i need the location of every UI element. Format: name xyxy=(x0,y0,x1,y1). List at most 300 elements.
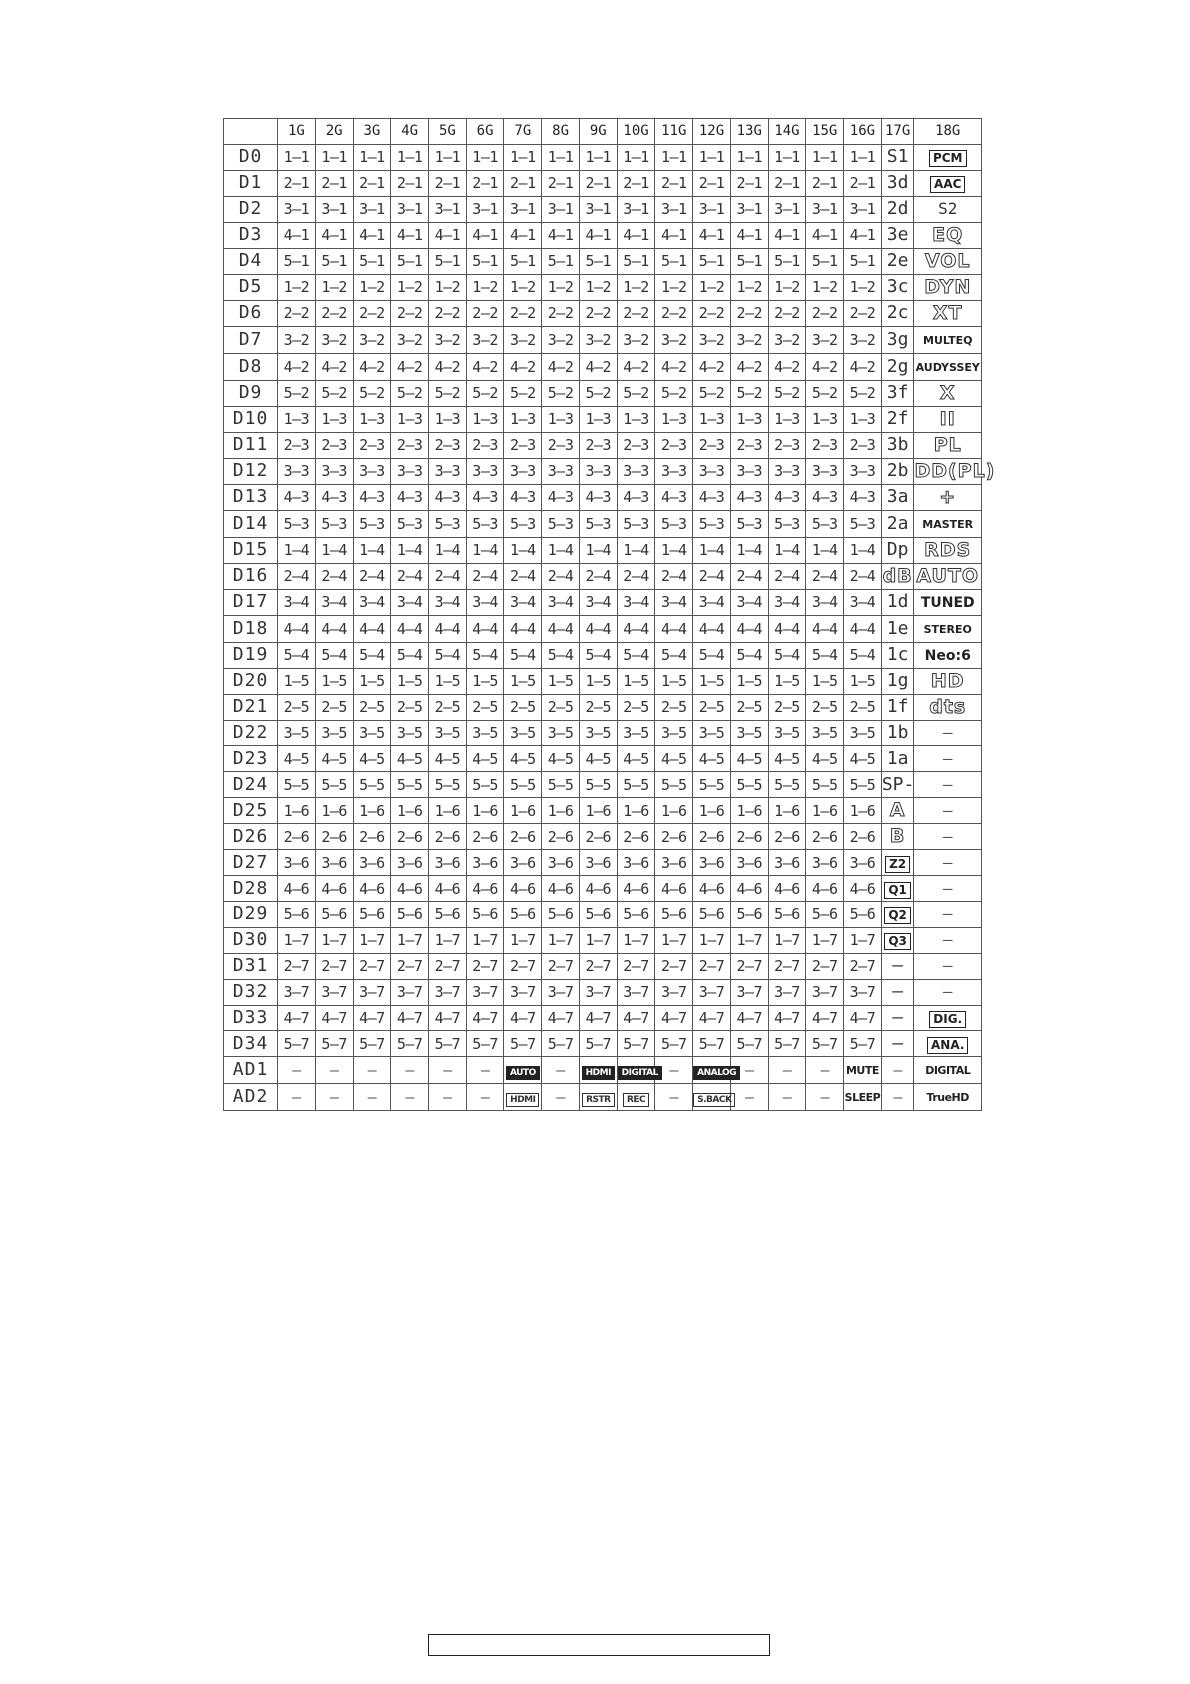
segment-cell: 2–4 xyxy=(542,563,580,589)
segment-cell: 2–2 xyxy=(768,300,806,326)
segment-cell: 4–1 xyxy=(504,222,542,248)
segment-17g-cell: 1f xyxy=(881,694,914,720)
segment-cell: 3–3 xyxy=(579,458,617,484)
segment-cell: 2–2 xyxy=(278,300,316,326)
annunciator-empty: – xyxy=(367,1088,377,1107)
segment-cell: 1–3 xyxy=(844,406,882,432)
annunciator-empty: – xyxy=(893,1088,902,1107)
table-row xyxy=(224,274,982,300)
annunciator-empty: – xyxy=(292,1088,301,1107)
segment-cell: 1–1 xyxy=(579,144,617,170)
column-header: 8G xyxy=(542,119,580,145)
table-row xyxy=(224,772,982,798)
segment-cell: 4–5 xyxy=(504,746,542,772)
annunciator-cell xyxy=(844,1057,882,1084)
segment-cell: 5–1 xyxy=(353,248,391,274)
segment-cell: 5–6 xyxy=(806,902,844,928)
segment-17g-cell xyxy=(881,824,914,850)
segment-cell: 4–6 xyxy=(315,876,353,902)
segment-cell: 4–6 xyxy=(542,876,580,902)
annunciator-cell xyxy=(617,1084,655,1111)
segment-cell: 4–1 xyxy=(768,222,806,248)
segment-cell: 2–4 xyxy=(353,563,391,589)
annunciator-empty: – xyxy=(556,1061,565,1080)
segment-cell: 4–3 xyxy=(617,484,655,510)
indicator-cell xyxy=(914,196,982,222)
segment-cell: 3–3 xyxy=(768,458,806,484)
segment-cell: 4–5 xyxy=(806,746,844,772)
segment-cell: 3–5 xyxy=(466,720,504,746)
segment-cell: 3–2 xyxy=(655,326,693,353)
segment-cell: 5–4 xyxy=(844,642,882,668)
table-row xyxy=(224,510,982,537)
column-header: 13G xyxy=(730,119,768,145)
segment-cell: 1–6 xyxy=(542,798,580,824)
segment-cell: 2–4 xyxy=(391,563,429,589)
row-label: D14 xyxy=(224,510,278,537)
segment-cell: 1–6 xyxy=(806,798,844,824)
segment-cell: 5–5 xyxy=(768,772,806,798)
segment-cell: 5–4 xyxy=(617,642,655,668)
segment-cell: 4–7 xyxy=(429,1005,467,1031)
segment-cell: 1–4 xyxy=(655,537,693,563)
segment-cell: 5–2 xyxy=(768,380,806,406)
column-header: 5G xyxy=(429,119,467,145)
segment-cell: 3–5 xyxy=(353,720,391,746)
segment-cell: 2–6 xyxy=(730,824,768,850)
segment-cell: 4–4 xyxy=(579,615,617,642)
segment-cell: 5–1 xyxy=(617,248,655,274)
segment-cell: 2–3 xyxy=(768,432,806,458)
segment-cell: 2–5 xyxy=(504,694,542,720)
segment-cell: 4–3 xyxy=(542,484,580,510)
segment-cell: 1–2 xyxy=(655,274,693,300)
indicator-cell xyxy=(914,170,982,196)
segment-cell: 1–5 xyxy=(768,668,806,694)
segment-cell: 2–6 xyxy=(617,824,655,850)
indicator-symbol: ANA. xyxy=(927,1037,968,1054)
segment-cell: 2–5 xyxy=(768,694,806,720)
segment-cell: 1–1 xyxy=(617,144,655,170)
segment-cell: 5–3 xyxy=(844,510,882,537)
indicator-cell xyxy=(914,380,982,406)
segment-cell: 3–7 xyxy=(617,979,655,1005)
segment-cell: 3–7 xyxy=(730,979,768,1005)
segment-cell: 2–3 xyxy=(391,432,429,458)
indicator-symbol: II xyxy=(939,407,956,430)
annunciator-cell xyxy=(504,1057,542,1084)
segment-cell: 3–3 xyxy=(315,458,353,484)
segment-cell: 1–6 xyxy=(429,798,467,824)
table-row xyxy=(224,1057,982,1084)
segment-cell: 4–2 xyxy=(353,353,391,380)
segment-cell: 1–4 xyxy=(693,537,731,563)
segment-cell: 1–5 xyxy=(542,668,580,694)
segment-cell: 4–3 xyxy=(466,484,504,510)
segment-cell: 3–5 xyxy=(391,720,429,746)
segment-cell: 2–4 xyxy=(504,563,542,589)
segment-cell: 4–4 xyxy=(768,615,806,642)
segment-cell: 1–2 xyxy=(391,274,429,300)
segment-cell: 1–4 xyxy=(617,537,655,563)
segment-cell: 1–2 xyxy=(278,274,316,300)
indicator-symbol: MULTEQ xyxy=(923,333,973,347)
segment-cell: 4–7 xyxy=(542,1005,580,1031)
annunciator-cell xyxy=(914,1084,982,1111)
segment-cell: 2–1 xyxy=(353,170,391,196)
segment-cell: 3–7 xyxy=(353,979,391,1005)
segment-cell: 3–7 xyxy=(655,979,693,1005)
column-header: 18G xyxy=(914,119,982,145)
annunciator-symbol: MUTE xyxy=(845,1064,879,1078)
segment-cell: 3–5 xyxy=(278,720,316,746)
segment-cell: 4–3 xyxy=(730,484,768,510)
segment-cell: 3–1 xyxy=(353,196,391,222)
segment-cell: 2–2 xyxy=(806,300,844,326)
segment-cell: 3–4 xyxy=(768,589,806,615)
segment-cell: 1–5 xyxy=(353,668,391,694)
segment-cell: 4–2 xyxy=(617,353,655,380)
segment-cell: 4–7 xyxy=(768,1005,806,1031)
segment-cell: 5–2 xyxy=(542,380,580,406)
table-row xyxy=(224,537,982,563)
segment-cell: 2–2 xyxy=(504,300,542,326)
segment-cell: 1–3 xyxy=(693,406,731,432)
segment-cell: 5–2 xyxy=(655,380,693,406)
segment-cell: 3–1 xyxy=(844,196,882,222)
annunciator-symbol: HDMI xyxy=(582,1066,615,1080)
segment-cell: 1–6 xyxy=(617,798,655,824)
indicator-cell xyxy=(914,615,982,642)
annunciator-cell xyxy=(881,1057,914,1084)
segment-cell: 5–5 xyxy=(429,772,467,798)
segment-cell: 2–4 xyxy=(429,563,467,589)
segment-cell: 5–1 xyxy=(693,248,731,274)
segment-cell: 1–4 xyxy=(844,537,882,563)
segment-cell: 1–4 xyxy=(579,537,617,563)
segment-cell: 4–6 xyxy=(278,876,316,902)
segment-17g-cell xyxy=(881,850,914,876)
segment-cell: 5–4 xyxy=(655,642,693,668)
indicator-cell xyxy=(914,902,982,928)
segment-cell: 5–2 xyxy=(579,380,617,406)
row-label: D5 xyxy=(224,274,278,300)
segment-17g-cell xyxy=(881,927,914,953)
segment-cell: 5–7 xyxy=(391,1031,429,1057)
segment-cell: 2–6 xyxy=(655,824,693,850)
indicator-cell xyxy=(914,927,982,953)
segment-cell: 5–7 xyxy=(617,1031,655,1057)
column-header: 7G xyxy=(504,119,542,145)
row-label: D28 xyxy=(224,876,278,902)
row-label: D1 xyxy=(224,170,278,196)
segment-cell: 4–2 xyxy=(466,353,504,380)
segment-cell: 3–2 xyxy=(693,326,731,353)
table-row xyxy=(224,642,982,668)
segment-cell: 5–4 xyxy=(429,642,467,668)
segment-cell: 4–5 xyxy=(655,746,693,772)
table-row xyxy=(224,953,982,979)
indicator-cell xyxy=(914,772,982,798)
segment-cell: 4–4 xyxy=(806,615,844,642)
segment-cell: 5–4 xyxy=(353,642,391,668)
indicator-cell xyxy=(914,406,982,432)
segment-cell: 1–3 xyxy=(730,406,768,432)
segment-cell: 2–6 xyxy=(768,824,806,850)
segment-cell: 4–4 xyxy=(315,615,353,642)
segment-cell: 1–5 xyxy=(391,668,429,694)
annunciator-empty: – xyxy=(556,1088,565,1107)
segment-cell: 4–7 xyxy=(617,1005,655,1031)
indicator-symbol: PL xyxy=(933,433,962,456)
segment-cell: 2–4 xyxy=(806,563,844,589)
indicator-empty: – xyxy=(942,930,953,950)
segment-cell: 5–6 xyxy=(466,902,504,928)
segment-cell: 2–6 xyxy=(844,824,882,850)
segment-17g-cell: – xyxy=(881,1005,914,1031)
segment-cell: 4–2 xyxy=(391,353,429,380)
segment-cell: 4–4 xyxy=(466,615,504,642)
indicator-empty: – xyxy=(942,774,953,794)
indicator-symbol: + xyxy=(939,485,957,508)
segment-cell: 2–1 xyxy=(768,170,806,196)
segment-cell: 5–4 xyxy=(278,642,316,668)
segment-cell: 5–7 xyxy=(429,1031,467,1057)
segment-cell: 4–5 xyxy=(844,746,882,772)
segment-17g-cell: SP- xyxy=(881,772,914,798)
segment-cell: 2–4 xyxy=(315,563,353,589)
annunciator-cell xyxy=(617,1057,658,1084)
segment-cell: 4–3 xyxy=(655,484,693,510)
segment-17g-cell: 1a xyxy=(881,746,914,772)
segment-cell: 3–4 xyxy=(617,589,655,615)
segment-cell: 1–3 xyxy=(768,406,806,432)
segment-cell: 4–5 xyxy=(730,746,768,772)
segment-cell: 2–5 xyxy=(655,694,693,720)
indicator-symbol: XT xyxy=(932,301,963,324)
indicator-cell xyxy=(914,432,982,458)
segment-cell: 4–1 xyxy=(353,222,391,248)
segment-cell: 1–3 xyxy=(504,406,542,432)
segment-17g-cell: 3b xyxy=(881,432,914,458)
segment-cell: 1–1 xyxy=(466,144,504,170)
segment-cell: 5–1 xyxy=(391,248,429,274)
row-label: AD1 xyxy=(224,1057,278,1084)
segment-cell: 1–4 xyxy=(278,537,316,563)
segment-cell: 4–3 xyxy=(278,484,316,510)
segment-cell: 1–2 xyxy=(466,274,504,300)
zone-symbol: Z2 xyxy=(885,856,910,873)
segment-cell: 1–2 xyxy=(579,274,617,300)
row-label: D29 xyxy=(224,902,278,928)
indicator-symbol: TUNED xyxy=(920,594,975,611)
segment-cell: 3–7 xyxy=(693,979,731,1005)
segment-cell: 5–1 xyxy=(278,248,316,274)
segment-cell: 4–2 xyxy=(768,353,806,380)
segment-cell: 3–4 xyxy=(655,589,693,615)
annunciator-cell xyxy=(278,1057,316,1084)
segment-cell: 3–6 xyxy=(768,850,806,876)
segment-cell: 4–7 xyxy=(730,1005,768,1031)
segment-cell: 3–4 xyxy=(278,589,316,615)
segment-cell: 4–2 xyxy=(315,353,353,380)
segment-cell: 3–6 xyxy=(429,850,467,876)
segment-cell: 5–1 xyxy=(730,248,768,274)
table-row xyxy=(224,746,982,772)
indicator-cell xyxy=(914,720,982,746)
segment-cell: 1–3 xyxy=(353,406,391,432)
segment-cell: 4–5 xyxy=(315,746,353,772)
segment-cell: 1–3 xyxy=(655,406,693,432)
segment-cell: 3–4 xyxy=(730,589,768,615)
segment-cell: 2–5 xyxy=(617,694,655,720)
segment-cell: 2–7 xyxy=(278,953,316,979)
segment-cell: 2–6 xyxy=(278,824,316,850)
segment-cell: 1–7 xyxy=(353,927,391,953)
segment-cell: 2–4 xyxy=(693,563,731,589)
segment-cell: 4–3 xyxy=(806,484,844,510)
indicator-cell xyxy=(914,746,982,772)
indicator-cell xyxy=(914,510,982,537)
segment-cell: 5–6 xyxy=(579,902,617,928)
segment-cell: 4–4 xyxy=(353,615,391,642)
annunciator-symbol: REC xyxy=(623,1093,649,1107)
annunciator-empty: – xyxy=(744,1088,754,1107)
segment-cell: 3–6 xyxy=(693,850,731,876)
segment-cell: 2–3 xyxy=(806,432,844,458)
table-row xyxy=(224,353,982,380)
segment-cell: 3–6 xyxy=(466,850,504,876)
segment-cell: 5–1 xyxy=(806,248,844,274)
segment-cell: 2–3 xyxy=(844,432,882,458)
segment-cell: 4–2 xyxy=(655,353,693,380)
segment-cell: 4–3 xyxy=(693,484,731,510)
segment-cell: 5–6 xyxy=(504,902,542,928)
segment-cell: 5–7 xyxy=(579,1031,617,1057)
segment-cell: 2–1 xyxy=(579,170,617,196)
annunciator-cell xyxy=(844,1084,882,1111)
row-label: D17 xyxy=(224,589,278,615)
segment-cell: 4–4 xyxy=(391,615,429,642)
segment-17g-cell: 3c xyxy=(881,274,914,300)
segment-cell: 3–1 xyxy=(730,196,768,222)
row-label: D10 xyxy=(224,406,278,432)
segment-cell: 3–4 xyxy=(504,589,542,615)
segment-cell: 4–6 xyxy=(353,876,391,902)
segment-cell: 5–3 xyxy=(391,510,429,537)
segment-cell: 2–1 xyxy=(806,170,844,196)
indicator-empty: – xyxy=(942,904,953,924)
segment-cell: 4–6 xyxy=(844,876,882,902)
annunciator-empty: – xyxy=(329,1061,339,1080)
segment-cell: 5–2 xyxy=(466,380,504,406)
row-label: D0 xyxy=(224,144,278,170)
table-row xyxy=(224,406,982,432)
row-label: D22 xyxy=(224,720,278,746)
segment-cell: 4–7 xyxy=(315,1005,353,1031)
segment-cell: 3–1 xyxy=(542,196,580,222)
row-label: D8 xyxy=(224,353,278,380)
segment-cell: 5–5 xyxy=(504,772,542,798)
table-row xyxy=(224,850,982,876)
table-row xyxy=(224,458,982,484)
segment-cell: 1–4 xyxy=(730,537,768,563)
segment-cell: 3–7 xyxy=(466,979,504,1005)
row-label: D9 xyxy=(224,380,278,406)
table-row xyxy=(224,979,982,1005)
segment-17g-cell: 2c xyxy=(881,300,914,326)
segment-cell: 5–1 xyxy=(655,248,693,274)
table-row xyxy=(224,1005,982,1031)
segment-cell: 5–3 xyxy=(542,510,580,537)
segment-cell: 1–4 xyxy=(542,537,580,563)
segment-cell: 3–2 xyxy=(768,326,806,353)
indicator-cell xyxy=(914,353,982,380)
segment-cell: 1–7 xyxy=(278,927,316,953)
segment-cell: 3–5 xyxy=(844,720,882,746)
segment-17g-cell: – xyxy=(881,1031,914,1057)
footer-box xyxy=(428,1634,770,1656)
segment-cell: 4–2 xyxy=(730,353,768,380)
segment-17g-cell: 3d xyxy=(881,170,914,196)
segment-cell: 2–5 xyxy=(844,694,882,720)
segment-cell: 4–5 xyxy=(391,746,429,772)
segment-cell: 2–4 xyxy=(730,563,768,589)
row-label: D23 xyxy=(224,746,278,772)
table-row xyxy=(224,380,982,406)
segment-cell: 5–5 xyxy=(542,772,580,798)
annunciator-cell xyxy=(391,1084,429,1111)
segment-cell: 2–5 xyxy=(391,694,429,720)
segment-cell: 4–1 xyxy=(278,222,316,248)
segment-cell: 4–5 xyxy=(278,746,316,772)
segment-cell: 5–7 xyxy=(655,1031,693,1057)
segment-cell: 4–5 xyxy=(693,746,731,772)
segment-cell: 2–1 xyxy=(504,170,542,196)
segment-17g-cell: 1d xyxy=(881,589,914,615)
segment-cell: 5–3 xyxy=(806,510,844,537)
segment-cell: 4–3 xyxy=(315,484,353,510)
table-row xyxy=(224,1031,982,1057)
indicator-symbol: S2 xyxy=(938,199,958,219)
row-label: D16 xyxy=(224,563,278,589)
segment-cell: 2–5 xyxy=(806,694,844,720)
segment-17g-cell: 3a xyxy=(881,484,914,510)
segment-cell: 4–6 xyxy=(655,876,693,902)
segment-cell: 4–7 xyxy=(353,1005,391,1031)
row-label: D32 xyxy=(224,979,278,1005)
segment-cell: 4–7 xyxy=(504,1005,542,1031)
annunciator-cell xyxy=(579,1057,617,1084)
segment-cell: 3–3 xyxy=(429,458,467,484)
segment-cell: 4–6 xyxy=(429,876,467,902)
indicator-cell xyxy=(914,248,982,274)
segment-cell: 3–7 xyxy=(579,979,617,1005)
segment-cell: 3–4 xyxy=(391,589,429,615)
segment-cell: 4–6 xyxy=(693,876,731,902)
row-label: D25 xyxy=(224,798,278,824)
annunciator-empty: – xyxy=(443,1061,452,1080)
segment-cell: 2–1 xyxy=(617,170,655,196)
segment-cell: 3–4 xyxy=(579,589,617,615)
segment-cell: 5–2 xyxy=(693,380,731,406)
segment-cell: 3–7 xyxy=(806,979,844,1005)
segment-map-table-container xyxy=(223,118,996,1111)
segment-cell: 3–1 xyxy=(579,196,617,222)
segment-cell: 1–3 xyxy=(806,406,844,432)
segment-cell: 4–1 xyxy=(542,222,580,248)
row-label: D11 xyxy=(224,432,278,458)
